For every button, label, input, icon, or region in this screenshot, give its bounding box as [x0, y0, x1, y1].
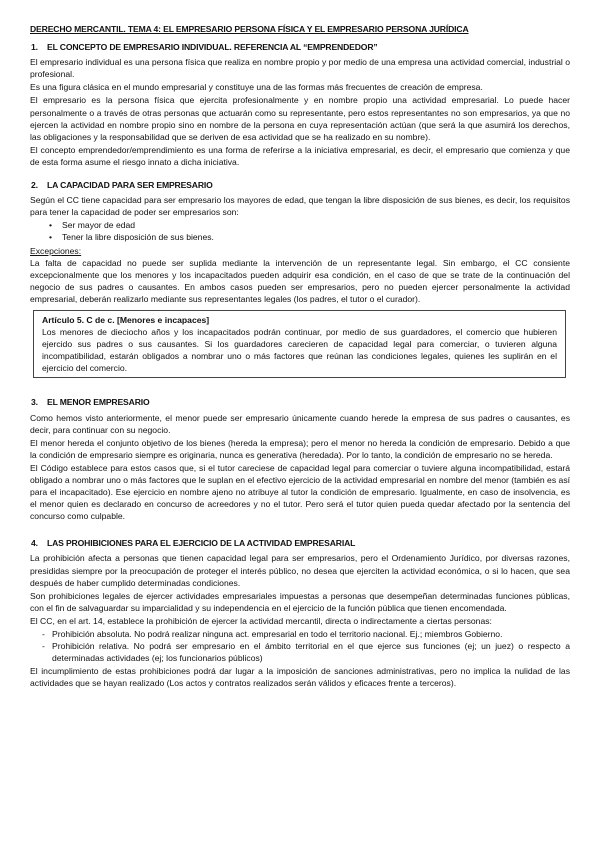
section-2-number: 2. — [31, 180, 38, 191]
section-1-paragraph: Es una figura clásica en el mundo empresarial y constituye una de las formas más frecuentes de creación de empresa. — [30, 82, 483, 93]
list-item: • Tener la libre disposición de sus bienes. — [62, 231, 570, 243]
section-4-closing: El incumplimiento de estas prohibiciones podrá dar lugar a la imposición de sanciones administrativas, pero no implica la nulidad de las actividades que se hayan realizado (Los actos y contratos realizados serán válidos y eficaces frente a terceros). — [30, 666, 570, 689]
section-1-title: EL CONCEPTO DE EMPRESARIO INDIVIDUAL. REFERENCIA AL “EMPRENDEDOR” — [47, 42, 378, 53]
section-4-paragraph: La prohibición afecta a personas que tienen capacidad legal para ser empresarios, pero el Ordenamiento Jurídico, por diversas razones, presididas siempre por la preocupación de proteger el interés público, no desea que ejerciten la actividad económica, o si lo hacen, que sea después de haber cumplido determinadas condiciones. — [30, 553, 570, 588]
list-item: • Ser mayor de edad — [62, 219, 570, 231]
section-4-number: 4. — [31, 538, 38, 549]
section-4-title: LAS PROHIBICIONES PARA EL EJERCICIO DE LA ACTIVIDAD EMPRESARIAL — [47, 538, 356, 549]
section-2-heading — [30, 179, 570, 191]
exceptions-label: Excepciones: — [30, 245, 82, 256]
section-2-intro: Según el CC tiene capacidad para ser empresario los mayores de edad, que tengan la libre disposición de sus bienes, es decir, los requisitos para tener la capacidad de poder ser empresarios son: — [30, 195, 570, 218]
article-quote-box — [33, 310, 566, 378]
section-1-paragraph: El concepto emprendedor/emprendimiento es una forma de referirse a la iniciativa empresarial, es decir, el empresario que comienza y que de esta forma asume el riesgo innato a dicha iniciativa. — [30, 144, 570, 167]
section-1-paragraph: El empresario individual es una persona física que realiza en nombre propio y por medio de una empresa una actividad comercial, industrial o profesional. — [30, 57, 570, 80]
article-text: Los menores de dieciocho años y los incapacitados podrán continuar, por medio de sus guardadores, el comercio que hubieren ejercido sus padres o sus causantes. Si los guardadores carecieren de capacidad legal para comerciar, o tuvieren alguna incompatibilidad, estarán obligados a nombrar uno o más factores que reúnan las condiciones legales, quienes les suplirán en el ejercicio del comercio. — [42, 327, 557, 374]
prohibitions-list — [30, 628, 570, 664]
requirements-list — [30, 219, 570, 243]
section-4-heading — [30, 537, 570, 549]
section-3-title: EL MENOR EMPRESARIO — [47, 397, 150, 408]
list-item: - Prohibición absoluta. No podrá realizar ninguna act. empresarial en todo el territorio nacional. Ej.; miembros Gobierno. — [42, 628, 570, 640]
exceptions-paragraph: La falta de capacidad no puede ser suplida mediante la intervención de un representante legal. Sin embargo, el CC consiente excepcionalmente que los menores y los incapacitados pueden adquirir esa condición, en el caso de que se trate de la continuación del negocio de sus padres o causantes. En ambos casos pueden ser empresarios, pero no pueden ejercer personalmente la actividad empresarial, deberán realizarlo mediante sus representantes legales (los padres, el tutor o el curador). — [30, 257, 570, 304]
section-1-number: 1. — [31, 42, 38, 53]
section-3-number: 3. — [31, 397, 38, 408]
section-1-heading — [30, 41, 570, 53]
section-3-paragraph: El menor hereda el conjunto objetivo de los bienes (hereda la empresa); pero el menor no hereda la condición de empresario. Debido a que la condición de empresario siempre es originaria, nunca es generativa (heredada). Por lo tanto, la condición de empresario no se hereda. — [30, 437, 570, 460]
article-title: Artículo 5. C de c. [Menores e incapaces] — [42, 314, 210, 325]
list-item: - Prohibición relativa. No podrá ser empresario en el ámbito territorial en el que ejerce sus funciones (ej; un juez) o respecto a determinadas actividades (ej; los funcionarios públicos) — [42, 640, 570, 664]
section-4-paragraph: Son prohibiciones legales de ejercer actividades empresariales impuestas a personas que desempeñan determinadas funciones públicas, con el fin de salvaguardar su imparcialidad y su independencia en el ejercicio de la función pública que tienen encomendada. — [30, 590, 570, 613]
section-3-heading — [30, 396, 570, 408]
section-4-paragraph: El CC, en el art. 14, establece la prohibición de ejercer la actividad mercantil, directa o indirectamente a ciertas personas: — [30, 615, 492, 626]
section-3-paragraph: El Código establece para estos casos que, si el tutor careciese de capacidad legal para comerciar o tuviere alguna incompatibilidad, estará obligado a nombrar uno o más factores que le suplan en el efectivo ejercicio de la actividad empresarial en nombre del menor (también es así para el incapacitado). Ese ejercicio en nombre ajeno no atribuye al tutor la condición de empresario. Igualmente, en caso de insolvencia, es el menor quien es declarado en concurso de acreedores y no el tutor. Pero será el tutor quien pueda quedar afectado por la sentencia del concurso como culpable. — [30, 462, 570, 522]
section-3-paragraph: Como hemos visto anteriormente, el menor puede ser empresario únicamente cuando herede la empresa de sus padres o causantes, es decir, para continuar con su negocio. — [30, 412, 570, 435]
document-title: DERECHO MERCANTIL. TEMA 4: EL EMPRESARIO PERSONA FÍSICA Y EL EMPRESARIO PERSONA JURÍDICA — [30, 24, 469, 34]
section-1-paragraph: El empresario es la persona física que ejercita profesionalmente y en nombre propio una actividad empresarial. Lo puede hacer personalmente o a través de otras personas que actuarán como su representante, pero estos representantes no son empresarios, ya que no ejercen la actividad en nombre propio sino en nombre de la persona en cuya representación actúan (que será la que asumirá los derechos, las obligaciones y la responsabilidad que se deriven de esa actividad que se ha realizado en su nombre). — [30, 95, 570, 142]
section-2-title: LA CAPACIDAD PARA SER EMPRESARIO — [47, 180, 213, 191]
